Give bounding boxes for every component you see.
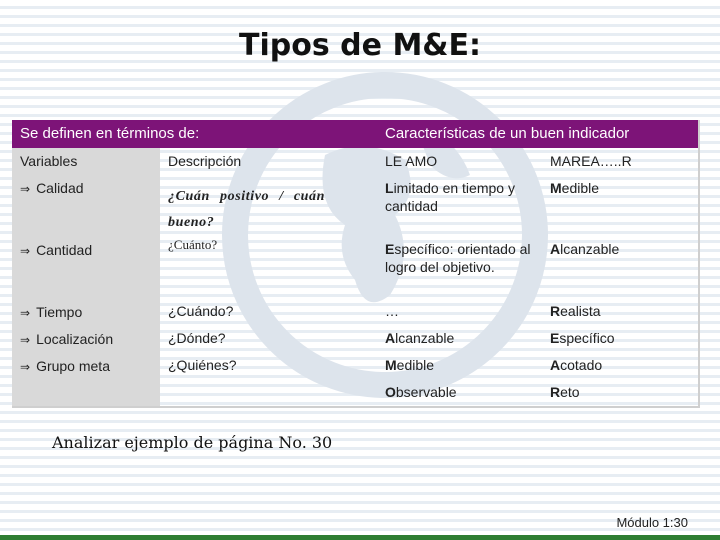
- desc-tiempo: ¿Cuándo?: [168, 303, 234, 319]
- leamo-ellipsis: …: [385, 303, 399, 319]
- colhead-variables: Variables: [20, 153, 78, 169]
- arrow-icon: ⇒: [20, 182, 31, 196]
- leamo-a: Alcanzable: [385, 330, 455, 346]
- colhead-marea: MAREA…..R: [550, 153, 632, 169]
- desc-cantidad: ¿Cuánto?: [168, 237, 218, 252]
- bottom-accent-bar: [0, 535, 720, 540]
- arrow-icon: ⇒: [20, 360, 31, 374]
- leamo-e: Específico: orientado al logro del objetivo.: [385, 241, 531, 275]
- variable-calidad: ⇒ Calidad: [20, 180, 84, 196]
- marea-a: Alcanzable: [550, 241, 620, 257]
- arrow-icon: ⇒: [20, 244, 31, 258]
- header-left: Se definen en términos de:: [20, 125, 200, 142]
- arrow-icon: ⇒: [20, 306, 31, 320]
- slide-title: Tipos de M&E:: [239, 28, 481, 63]
- module-footer: Módulo 1:30: [616, 515, 688, 530]
- marea-m: Medible: [550, 180, 600, 196]
- desc-calidad: ¿Cuán positivo / cuán bueno?: [168, 189, 326, 230]
- colhead-descripcion: Descripción: [168, 153, 242, 169]
- indicator-table: [12, 120, 700, 408]
- page-reference-note: Analizar ejemplo de página No. 30: [52, 433, 333, 452]
- variable-tiempo: ⇒ Tiempo: [20, 304, 83, 320]
- marea-e: Específico: [550, 330, 615, 346]
- leamo-m: Medible: [385, 357, 435, 373]
- arrow-icon: ⇒: [20, 333, 31, 347]
- variable-cantidad: ⇒ Cantidad: [20, 242, 93, 258]
- desc-grupo-meta: ¿Quiénes?: [168, 357, 237, 373]
- header-right: Características de un buen indicador: [385, 125, 630, 142]
- marea-r: Realista: [550, 303, 601, 319]
- colhead-leamo: LE AMO: [385, 153, 438, 169]
- leamo-l: Limitado en tiempo y cantidad: [385, 180, 515, 214]
- marea-a2: Acotado: [550, 357, 603, 373]
- table-header: [12, 120, 698, 148]
- variable-grupo-meta: ⇒ Grupo meta: [20, 358, 110, 374]
- variable-localizacion: ⇒ Localización: [20, 331, 114, 347]
- desc-localizacion: ¿Dónde?: [168, 330, 226, 346]
- marea-r2: Reto: [550, 384, 580, 400]
- leamo-o: Observable: [385, 384, 457, 400]
